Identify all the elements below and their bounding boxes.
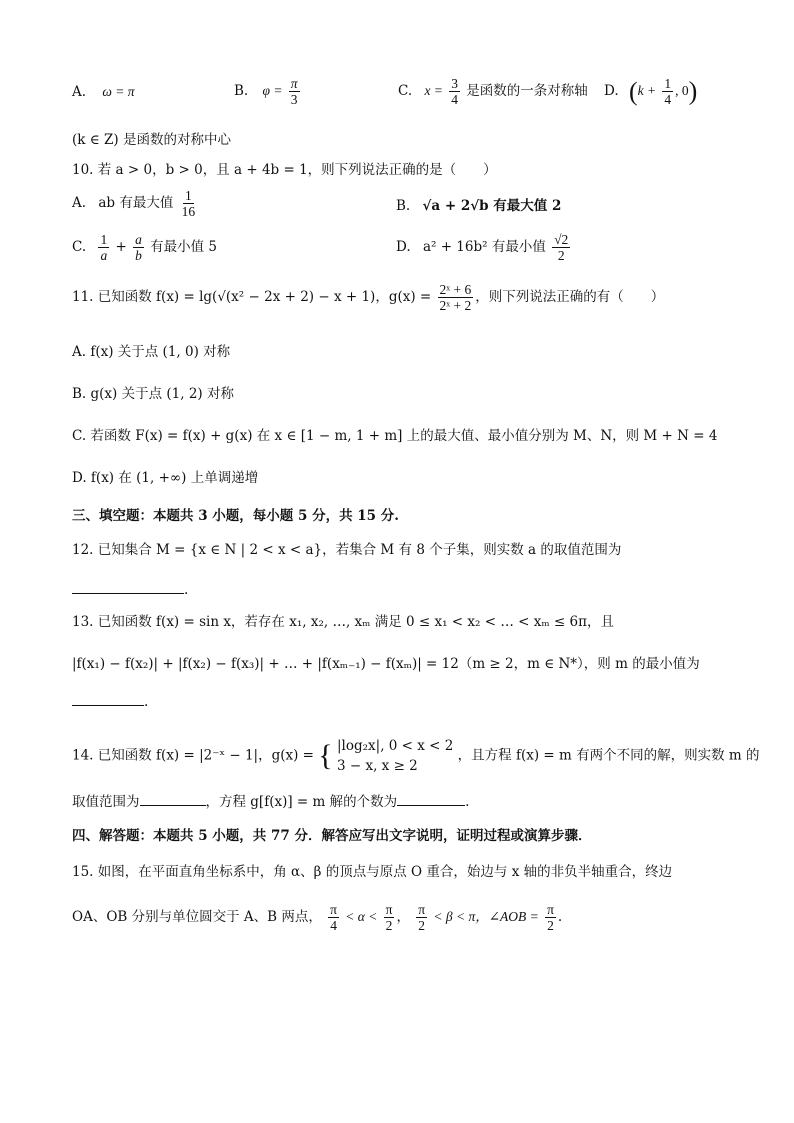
answer-blank[interactable] — [140, 790, 206, 806]
q12-text: 12. 已知集合 M = {x ∈ N | 2 < x < a}，若集合 M 有 8 个子集，则实数 a 的取值范围为 — [72, 542, 622, 558]
q11-a-text: A. f(x) 关于点 (1, 0) 对称 — [72, 344, 231, 360]
fraction: $\frac{\pi}{2}$ — [547, 902, 554, 933]
period: . — [184, 582, 189, 598]
option-label: D. — [396, 239, 411, 255]
fraction: $\frac{1}{16}$ — [181, 188, 196, 219]
inequality: < α < — [345, 909, 378, 924]
q14-line-2 — [72, 790, 469, 812]
q9-d-pre: k + — [637, 83, 657, 98]
q9-c-pre: x = — [424, 83, 443, 98]
q9-d-cont-text: (k ∈ Z) 是函数的对称中心 — [72, 132, 231, 148]
period: . — [144, 694, 149, 710]
fraction: $\frac{\pi}{3}$ — [290, 76, 298, 107]
option-label: C. — [72, 239, 87, 255]
q13-line-1 — [72, 612, 614, 632]
q10-option-a — [72, 188, 199, 219]
q13-line1-text: 13. 已知函数 f(x) = sin x，若存在 x₁, x₂, …, xₘ 满足 0 ≤ x₁ < x₂ < … < xₘ ≤ 6π，且 — [72, 614, 614, 630]
section-4-heading — [72, 826, 591, 846]
q11-stem-pre: 11. 已知函数 f(x) = lg(√(x² − 2x + 2) − x + 1)，g(x) = — [72, 289, 432, 305]
q9-d-post: , 0 — [675, 83, 689, 98]
q11-option-c — [72, 426, 717, 446]
q10-stem — [72, 160, 497, 180]
q11-c-text: C. 若函数 F(x) = f(x) + g(x) 在 x ∈ [1 − m, 1 + m] 上的最大值、最小值分别为 M、N，则 M + N = 4 — [72, 428, 718, 444]
piecewise-cases — [337, 736, 453, 776]
q10-option-d — [396, 232, 572, 263]
q15-line-2: OA、OB 分别与单位圆交于 A、B 两点， $\frac{\pi}{4}$ < α < $\frac{\pi}{2}$ ， $\frac{\pi}{2}$ < β < π，∠AOB = $\frac{\pi}{2}$ . — [72, 902, 563, 933]
q9-option-a — [72, 82, 135, 102]
q9-option-c — [398, 76, 588, 107]
q11-stem-post: ，则下列说法正确的有（ ） — [475, 289, 665, 305]
q12-answer-line — [72, 578, 188, 600]
fraction: $\frac{\pi}{2}$ — [385, 902, 393, 933]
case-2: 3 − x, x ≥ 2 — [337, 758, 418, 774]
period: . — [557, 909, 563, 925]
q14-line2-mid: ，方程 g[f(x)] = m 解的个数为 — [205, 794, 398, 810]
q10-b-text: √a + 2√b 有最大值 2 — [422, 198, 562, 214]
q12-stem — [72, 540, 621, 560]
option-label: C. — [398, 83, 413, 99]
q14-stem: 14. 已知函数 f(x) = |2⁻ˣ − 1|，g(x) = { |log₂x|, 0 < x < 2 3 − x, x ≥ 2 ，且方程 f(x) = m 有两个不同的解，则实数 m 的 — [72, 738, 760, 774]
q11-d-text: D. f(x) 在 (1, +∞) 上单调递增 — [72, 470, 259, 486]
q11-option-d — [72, 468, 258, 488]
q14-line2-pre: 取值范围为 — [72, 794, 140, 810]
q9-c-post: 是函数的一条对称轴 — [466, 83, 588, 99]
q10-d-text: a² + 16b² 有最小值 — [422, 239, 546, 255]
q14-stem-pre: 14. 已知函数 f(x) = |2⁻ˣ − 1|，g(x) = — [72, 747, 314, 764]
q9-b-text: φ = — [262, 83, 283, 98]
q10-option-c — [72, 232, 217, 263]
option-label: B. — [234, 83, 249, 99]
q10-c-post: 有最小值 5 — [150, 239, 218, 255]
q11-b-text: B. g(x) 关于点 (1, 2) 对称 — [72, 386, 234, 402]
fraction: $\frac{\pi}{4}$ — [330, 902, 337, 933]
option-label: D. — [604, 83, 619, 99]
q14-stem-post: ，且方程 f(x) = m 有两个不同的解，则实数 m 的 — [457, 747, 760, 764]
fraction: $\frac{1}{4}$ — [664, 76, 672, 107]
fraction: $\frac{1}{a}$ — [100, 232, 108, 263]
q10-option-b — [396, 196, 561, 216]
q9-option-b — [234, 76, 302, 107]
option-label: B. — [396, 198, 411, 214]
fraction: $\frac{a}{b}$ — [135, 232, 142, 263]
q9-option-d-cont — [72, 130, 231, 150]
q10-a-text: ab 有最大值 — [98, 195, 174, 211]
q13-line2-text: |f(x₁) − f(x₂)| + |f(x₂) − f(x₃)| + … + |f(xₘ₋₁) − f(xₘ)| = 12（m ≥ 2，m ∈ N*），则 m 的最小值为 — [72, 656, 700, 672]
fraction: $\frac{\text{2ˣ + 6}}{\text{2ˣ + 2}}$ — [439, 282, 472, 313]
q15-line1-text: 15. 如图，在平面直角坐标系中，角 α、β 的顶点与原点 O 重合，始边与 x 轴的非负半轴重合，终边 — [72, 864, 673, 880]
answer-blank[interactable] — [72, 578, 184, 594]
inequality: < β < π，∠AOB = — [433, 909, 539, 924]
q15-line-1 — [72, 862, 672, 882]
q15-line2-pre: OA、OB 分别与单位圆交于 A、B 两点， — [72, 909, 322, 925]
case-1: |log₂x|, 0 < x < 2 — [337, 738, 454, 754]
q13-line-2 — [72, 654, 700, 674]
plus-sign: + — [115, 239, 127, 255]
q9-a-text: ω = π — [102, 84, 135, 99]
option-label: A. — [72, 84, 87, 100]
section-3-text: 三、填空题：本题共 3 小题，每小题 5 分，共 15 分. — [72, 508, 399, 524]
section-3-heading — [72, 506, 399, 526]
fraction: $\frac{3}{4}$ — [451, 76, 458, 107]
fraction: $\frac{√2}{2}$ — [554, 232, 569, 263]
q13-answer-line — [72, 690, 148, 712]
period: . — [465, 794, 470, 810]
q9-option-d: D. (k + $\frac{1}{4}$ , 0) — [604, 76, 698, 107]
q10-stem-text: 10. 若 a > 0，b > 0，且 a + 4b = 1，则下列说法正确的是（ ） — [72, 162, 497, 178]
fraction: $\frac{\pi}{2}$ — [418, 902, 426, 933]
answer-blank[interactable] — [72, 690, 144, 706]
answer-blank[interactable] — [397, 790, 465, 806]
option-label: A. — [72, 195, 87, 211]
q11-option-a — [72, 342, 230, 362]
q11-stem — [72, 282, 664, 313]
q11-option-b — [72, 384, 234, 404]
section-4-text: 四、解答题：本题共 5 小题，共 77 分．解答应写出文字说明，证明过程或演算步骤． — [72, 828, 592, 844]
